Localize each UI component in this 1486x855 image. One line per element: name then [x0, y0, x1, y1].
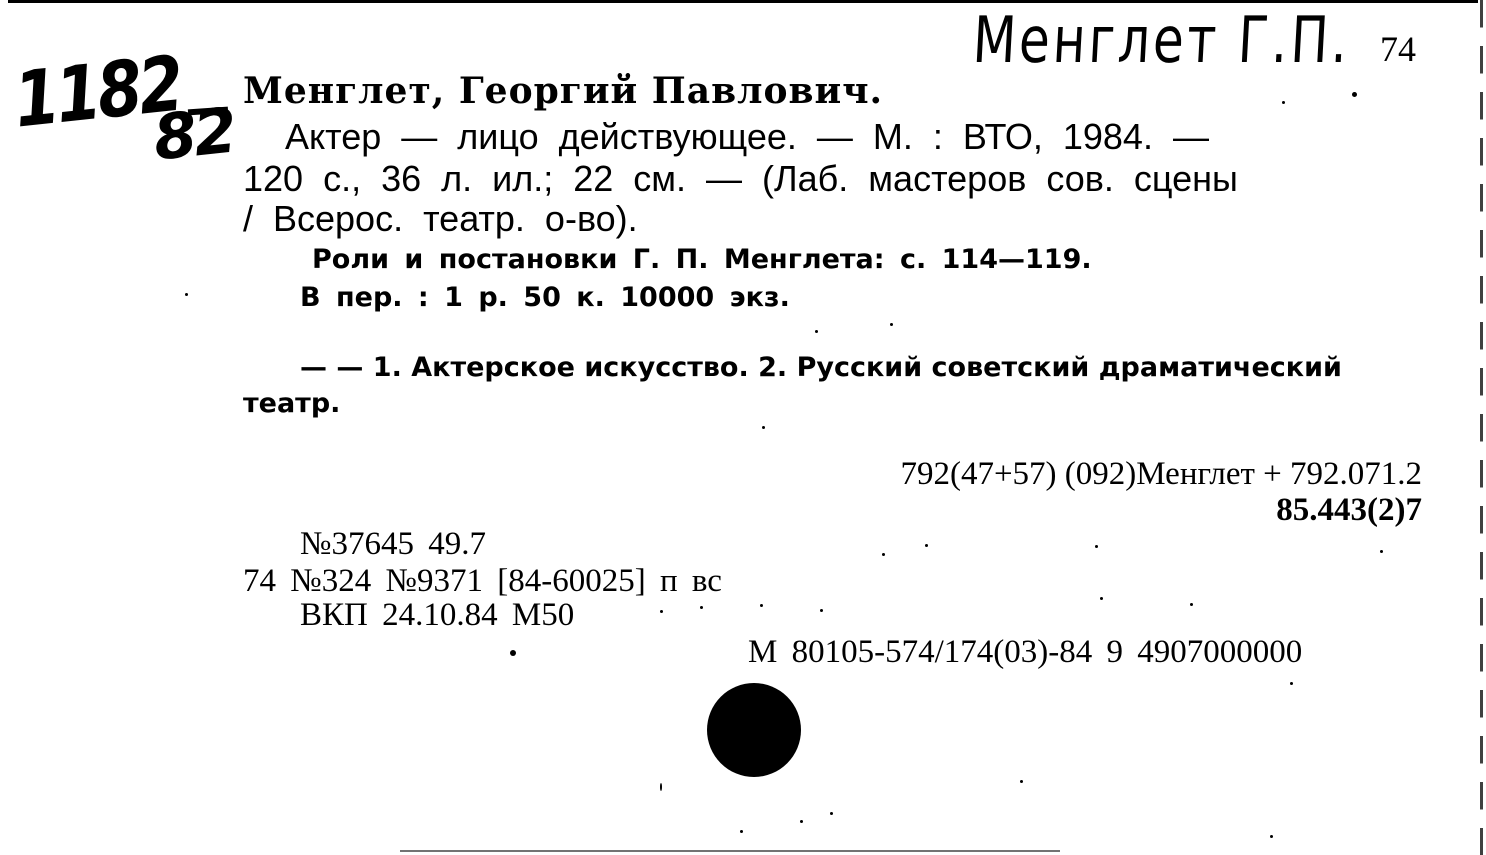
- ink-speck: [1100, 597, 1103, 600]
- description-line-3: / Всерос. театр. о-во).: [243, 198, 638, 239]
- ink-speck: [1282, 101, 1285, 104]
- ink-speck: [1290, 682, 1293, 685]
- ink-speck: [510, 650, 516, 656]
- ink-speck: [925, 544, 928, 547]
- description-line-2: 120 с., 36 л. ил.; 22 см. — (Лаб. мастеров сов. сцены: [243, 158, 1238, 199]
- description-line-1: Актер — лицо действующее. — М. : ВТО, 1984. —: [285, 116, 1209, 157]
- tech-line-2: 74 №324 №9371 [84-60025] п вс: [243, 563, 722, 599]
- ink-speck: [660, 610, 663, 613]
- classification-line-1: 792(47+57) (092)Менглет + 792.071.2: [900, 456, 1422, 492]
- subjects-line-1: — — 1. Актерское искусство. 2. Русский советский драматический: [300, 352, 1342, 383]
- ink-speck: [660, 783, 662, 791]
- ink-speck: [820, 609, 823, 612]
- ink-speck: [760, 604, 763, 607]
- classification-line-2: 85.443(2)7: [1276, 492, 1422, 528]
- ink-speck: [1380, 550, 1383, 553]
- ink-speck: [700, 606, 703, 609]
- ink-speck: [740, 830, 743, 833]
- ink-speck: [762, 426, 765, 429]
- ink-speck: [882, 553, 885, 556]
- card-top-edge: [8, 0, 1478, 3]
- tech-line-1: №37645 49.7: [300, 526, 486, 562]
- handwritten-sub-number: 82: [150, 93, 238, 175]
- handwritten-number: 1182: [10, 38, 185, 145]
- handwritten-name: Менглет Г.П.: [970, 4, 1353, 78]
- subjects-line-2: театр.: [243, 388, 341, 419]
- tech-line-3: ВКП 24.10.84 М50: [300, 597, 575, 633]
- ink-speck: [1095, 545, 1098, 548]
- ink-speck: [1352, 92, 1357, 97]
- punch-hole: [707, 683, 801, 777]
- note-line-2: В пер. : 1 р. 50 к. 10000 экз.: [300, 282, 790, 313]
- ink-speck: [1270, 835, 1273, 838]
- shelf-sign: 74: [1380, 29, 1416, 69]
- ink-speck: [1020, 780, 1023, 783]
- ink-speck: [185, 293, 188, 296]
- card-bottom-edge: [400, 850, 1060, 852]
- ink-speck: [800, 820, 803, 823]
- ink-speck: [1190, 603, 1193, 606]
- ink-speck: [890, 323, 893, 326]
- card-right-edge: [1480, 0, 1483, 855]
- tech-line-4: М 80105-574/174(03)-84 9 4907000000: [748, 634, 1303, 670]
- author-heading: Менглет, Георгий Павлович.: [243, 70, 884, 112]
- ink-speck: [815, 330, 818, 333]
- note-line-1: Роли и постановки Г. П. Менглета: с. 114—119.: [312, 244, 1092, 275]
- ink-speck: [830, 812, 833, 815]
